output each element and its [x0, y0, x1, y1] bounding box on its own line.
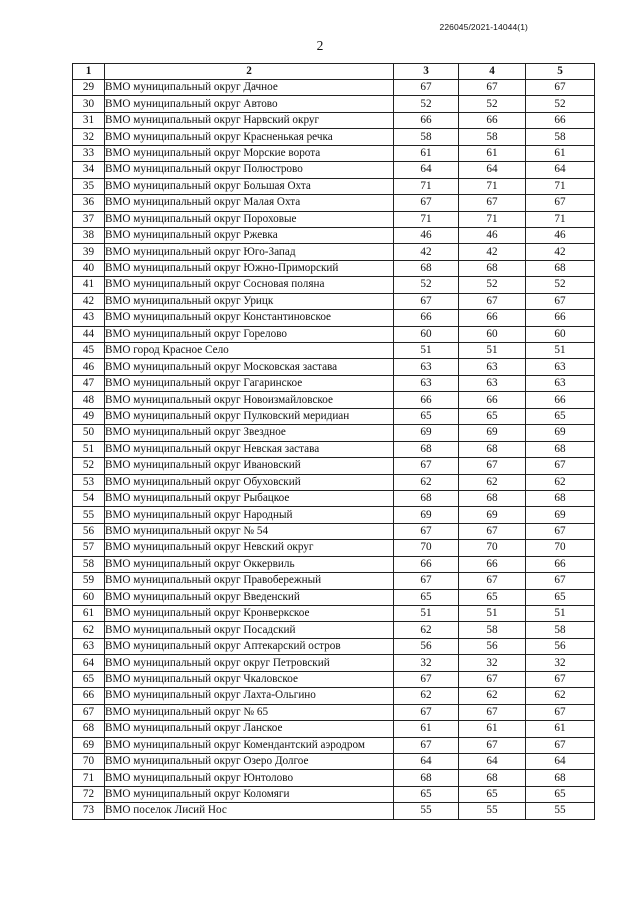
table-row — [73, 129, 595, 145]
value-col-3: 70 — [394, 540, 459, 556]
value-col-4: 68 — [459, 260, 526, 276]
municipality-name: ВМО муниципальный округ № 54 — [105, 523, 394, 539]
row-number: 45 — [73, 343, 105, 359]
value-col-4: 51 — [459, 343, 526, 359]
row-number: 46 — [73, 359, 105, 375]
value-col-3: 56 — [394, 638, 459, 654]
municipality-name: ВМО муниципальный округ Красненькая речка — [105, 129, 394, 145]
municipality-name: ВМО муниципальный округ Посадский — [105, 622, 394, 638]
table-row — [73, 112, 595, 128]
municipality-name: ВМО муниципальный округ Урицк — [105, 293, 394, 309]
row-number: 31 — [73, 112, 105, 128]
value-col-3: 66 — [394, 392, 459, 408]
value-col-4: 42 — [459, 244, 526, 260]
row-number: 61 — [73, 606, 105, 622]
value-col-3: 62 — [394, 622, 459, 638]
table-row — [73, 80, 595, 96]
value-col-4: 58 — [459, 129, 526, 145]
value-col-4: 67 — [459, 737, 526, 753]
value-col-5: 69 — [526, 507, 595, 523]
municipality-name: ВМО муниципальный округ Ржевка — [105, 227, 394, 243]
municipality-name: ВМО муниципальный округ Ивановский — [105, 458, 394, 474]
municipal-table — [72, 63, 595, 820]
table-row — [73, 392, 595, 408]
value-col-3: 69 — [394, 425, 459, 441]
municipality-name: ВМО муниципальный округ Автово — [105, 96, 394, 112]
value-col-4: 71 — [459, 178, 526, 194]
value-col-5: 70 — [526, 540, 595, 556]
value-col-5: 52 — [526, 277, 595, 293]
table-row — [73, 655, 595, 671]
value-col-5: 67 — [526, 704, 595, 720]
row-number: 63 — [73, 638, 105, 654]
table-body — [73, 80, 595, 820]
value-col-5: 62 — [526, 688, 595, 704]
value-col-3: 71 — [394, 211, 459, 227]
value-col-3: 42 — [394, 244, 459, 260]
value-col-5: 68 — [526, 490, 595, 506]
value-col-4: 66 — [459, 310, 526, 326]
value-col-4: 66 — [459, 556, 526, 572]
row-number: 64 — [73, 655, 105, 671]
table-header-row — [73, 64, 595, 80]
value-col-4: 66 — [459, 112, 526, 128]
row-number: 67 — [73, 704, 105, 720]
municipality-name: ВМО муниципальный округ Невский округ — [105, 540, 394, 556]
column-header: 4 — [459, 64, 526, 80]
municipality-name: ВМО муниципальный округ Невская застава — [105, 441, 394, 457]
value-col-5: 71 — [526, 178, 595, 194]
table-row — [73, 425, 595, 441]
value-col-3: 52 — [394, 96, 459, 112]
municipality-name: ВМО муниципальный округ Юнтолово — [105, 770, 394, 786]
value-col-4: 67 — [459, 671, 526, 687]
row-number: 73 — [73, 803, 105, 819]
municipality-name: ВМО муниципальный округ Обуховский — [105, 474, 394, 490]
municipality-name: ВМО муниципальный округ Лахта-Ольгино — [105, 688, 394, 704]
municipality-name: ВМО город Красное Село — [105, 343, 394, 359]
row-number: 39 — [73, 244, 105, 260]
value-col-5: 66 — [526, 392, 595, 408]
value-col-5: 51 — [526, 343, 595, 359]
row-number: 43 — [73, 310, 105, 326]
table-row — [73, 96, 595, 112]
value-col-5: 67 — [526, 458, 595, 474]
value-col-4: 68 — [459, 770, 526, 786]
table-row — [73, 753, 595, 769]
row-number: 54 — [73, 490, 105, 506]
row-number: 41 — [73, 277, 105, 293]
value-col-3: 55 — [394, 803, 459, 819]
value-col-3: 68 — [394, 441, 459, 457]
value-col-4: 67 — [459, 704, 526, 720]
municipality-name: ВМО поселок Лисий Нос — [105, 803, 394, 819]
row-number: 29 — [73, 80, 105, 96]
municipality-name: ВМО муниципальный округ № 65 — [105, 704, 394, 720]
value-col-5: 51 — [526, 606, 595, 622]
value-col-3: 62 — [394, 474, 459, 490]
municipality-name: ВМО муниципальный округ Введенский — [105, 589, 394, 605]
table-row — [73, 803, 595, 819]
row-number: 69 — [73, 737, 105, 753]
row-number: 62 — [73, 622, 105, 638]
table-row — [73, 145, 595, 161]
row-number: 40 — [73, 260, 105, 276]
value-col-5: 67 — [526, 573, 595, 589]
municipality-name: ВМО муниципальный округ Константиновское — [105, 310, 394, 326]
table-row — [73, 606, 595, 622]
value-col-3: 65 — [394, 786, 459, 802]
value-col-4: 32 — [459, 655, 526, 671]
table-row — [73, 375, 595, 391]
value-col-5: 63 — [526, 375, 595, 391]
row-number: 49 — [73, 408, 105, 424]
row-number: 32 — [73, 129, 105, 145]
table-row — [73, 195, 595, 211]
municipality-name: ВМО муниципальный округ Народный — [105, 507, 394, 523]
value-col-5: 71 — [526, 211, 595, 227]
municipality-name: ВМО муниципальный округ Аптекарский остров — [105, 638, 394, 654]
value-col-5: 55 — [526, 803, 595, 819]
value-col-3: 60 — [394, 326, 459, 342]
value-col-3: 61 — [394, 145, 459, 161]
value-col-4: 64 — [459, 162, 526, 178]
municipality-name: ВМО муниципальный округ Оккервиль — [105, 556, 394, 572]
value-col-4: 70 — [459, 540, 526, 556]
value-col-5: 63 — [526, 359, 595, 375]
value-col-5: 56 — [526, 638, 595, 654]
value-col-4: 61 — [459, 145, 526, 161]
column-header: 3 — [394, 64, 459, 80]
value-col-3: 66 — [394, 556, 459, 572]
value-col-4: 58 — [459, 622, 526, 638]
table-row — [73, 671, 595, 687]
municipality-name: ВМО муниципальный округ Правобережный — [105, 573, 394, 589]
value-col-4: 46 — [459, 227, 526, 243]
value-col-4: 56 — [459, 638, 526, 654]
table-row — [73, 474, 595, 490]
table-row — [73, 507, 595, 523]
municipality-name: ВМО муниципальный округ Дачное — [105, 80, 394, 96]
row-number: 60 — [73, 589, 105, 605]
value-col-4: 63 — [459, 359, 526, 375]
value-col-5: 65 — [526, 589, 595, 605]
municipality-name: ВМО муниципальный округ Юго-Запад — [105, 244, 394, 260]
value-col-3: 67 — [394, 704, 459, 720]
value-col-4: 52 — [459, 277, 526, 293]
value-col-4: 71 — [459, 211, 526, 227]
table-row — [73, 523, 595, 539]
table-row — [73, 458, 595, 474]
value-col-3: 71 — [394, 178, 459, 194]
value-col-3: 67 — [394, 671, 459, 687]
value-col-3: 58 — [394, 129, 459, 145]
table-row — [73, 408, 595, 424]
value-col-3: 65 — [394, 589, 459, 605]
value-col-3: 51 — [394, 343, 459, 359]
table-row — [73, 277, 595, 293]
value-col-5: 60 — [526, 326, 595, 342]
municipality-name: ВМО муниципальный округ Ланское — [105, 721, 394, 737]
municipality-name: ВМО муниципальный округ Пороховые — [105, 211, 394, 227]
value-col-5: 32 — [526, 655, 595, 671]
value-col-5: 67 — [526, 293, 595, 309]
municipality-name: ВМО муниципальный округ Чкаловское — [105, 671, 394, 687]
value-col-4: 63 — [459, 375, 526, 391]
table-row — [73, 441, 595, 457]
value-col-3: 67 — [394, 293, 459, 309]
row-number: 42 — [73, 293, 105, 309]
value-col-4: 67 — [459, 195, 526, 211]
row-number: 71 — [73, 770, 105, 786]
value-col-4: 60 — [459, 326, 526, 342]
row-number: 70 — [73, 753, 105, 769]
value-col-3: 68 — [394, 490, 459, 506]
table-row — [73, 359, 595, 375]
value-col-3: 63 — [394, 375, 459, 391]
value-col-3: 68 — [394, 770, 459, 786]
value-col-3: 67 — [394, 737, 459, 753]
table-row — [73, 326, 595, 342]
row-number: 72 — [73, 786, 105, 802]
value-col-4: 61 — [459, 721, 526, 737]
value-col-3: 67 — [394, 458, 459, 474]
value-col-4: 52 — [459, 96, 526, 112]
row-number: 68 — [73, 721, 105, 737]
row-number: 35 — [73, 178, 105, 194]
column-header: 1 — [73, 64, 105, 80]
value-col-4: 67 — [459, 80, 526, 96]
municipality-name: ВМО муниципальный округ Большая Охта — [105, 178, 394, 194]
value-col-5: 66 — [526, 112, 595, 128]
value-col-5: 67 — [526, 671, 595, 687]
row-number: 30 — [73, 96, 105, 112]
table-row — [73, 622, 595, 638]
municipality-name: ВМО муниципальный округ Пулковский меридиан — [105, 408, 394, 424]
value-col-3: 68 — [394, 260, 459, 276]
value-col-4: 65 — [459, 589, 526, 605]
municipality-name: ВМО муниципальный округ Морские ворота — [105, 145, 394, 161]
row-number: 51 — [73, 441, 105, 457]
table-row — [73, 540, 595, 556]
value-col-5: 68 — [526, 260, 595, 276]
table-row — [73, 293, 595, 309]
value-col-3: 46 — [394, 227, 459, 243]
municipality-name: ВМО муниципальный округ Сосновая поляна — [105, 277, 394, 293]
municipality-name: ВМО муниципальный округ Горелово — [105, 326, 394, 342]
municipality-name: ВМО муниципальный округ Рыбацкое — [105, 490, 394, 506]
table-row — [73, 178, 595, 194]
value-col-5: 65 — [526, 408, 595, 424]
table-row — [73, 721, 595, 737]
row-number: 50 — [73, 425, 105, 441]
value-col-5: 66 — [526, 556, 595, 572]
value-col-4: 62 — [459, 474, 526, 490]
municipality-name: ВМО муниципальный округ Южно-Приморский — [105, 260, 394, 276]
value-col-3: 66 — [394, 310, 459, 326]
row-number: 59 — [73, 573, 105, 589]
value-col-5: 64 — [526, 162, 595, 178]
value-col-3: 66 — [394, 112, 459, 128]
row-number: 57 — [73, 540, 105, 556]
municipality-name: ВМО муниципальный округ Московская застава — [105, 359, 394, 375]
row-number: 47 — [73, 375, 105, 391]
row-number: 33 — [73, 145, 105, 161]
value-col-4: 62 — [459, 688, 526, 704]
table-row — [73, 573, 595, 589]
value-col-5: 65 — [526, 786, 595, 802]
row-number: 53 — [73, 474, 105, 490]
row-number: 48 — [73, 392, 105, 408]
row-number: 65 — [73, 671, 105, 687]
value-col-5: 61 — [526, 721, 595, 737]
table-row — [73, 162, 595, 178]
value-col-5: 67 — [526, 737, 595, 753]
value-col-4: 65 — [459, 408, 526, 424]
table-row — [73, 244, 595, 260]
value-col-4: 68 — [459, 441, 526, 457]
table-row — [73, 589, 595, 605]
value-col-3: 61 — [394, 721, 459, 737]
value-col-5: 66 — [526, 310, 595, 326]
municipality-name: ВМО муниципальный округ округ Петровский — [105, 655, 394, 671]
row-number: 38 — [73, 227, 105, 243]
municipality-name: ВМО муниципальный округ Коломяги — [105, 786, 394, 802]
value-col-5: 64 — [526, 753, 595, 769]
row-number: 34 — [73, 162, 105, 178]
value-col-4: 51 — [459, 606, 526, 622]
table-row — [73, 688, 595, 704]
value-col-4: 65 — [459, 786, 526, 802]
row-number: 36 — [73, 195, 105, 211]
municipality-name: ВМО муниципальный округ Звездное — [105, 425, 394, 441]
value-col-5: 67 — [526, 523, 595, 539]
value-col-3: 64 — [394, 753, 459, 769]
municipality-name: ВМО муниципальный округ Кронверкское — [105, 606, 394, 622]
value-col-4: 66 — [459, 392, 526, 408]
value-col-3: 67 — [394, 195, 459, 211]
value-col-5: 62 — [526, 474, 595, 490]
value-col-3: 52 — [394, 277, 459, 293]
document-id: 226045/2021-14044(1) — [439, 22, 528, 32]
row-number: 44 — [73, 326, 105, 342]
table-row — [73, 737, 595, 753]
table-row — [73, 638, 595, 654]
value-col-4: 67 — [459, 523, 526, 539]
value-col-3: 62 — [394, 688, 459, 704]
value-col-5: 68 — [526, 441, 595, 457]
value-col-5: 67 — [526, 195, 595, 211]
value-col-5: 52 — [526, 96, 595, 112]
value-col-3: 67 — [394, 523, 459, 539]
value-col-3: 67 — [394, 573, 459, 589]
value-col-4: 69 — [459, 507, 526, 523]
value-col-3: 67 — [394, 80, 459, 96]
value-col-3: 64 — [394, 162, 459, 178]
column-header: 5 — [526, 64, 595, 80]
municipality-name: ВМО муниципальный округ Нарвский округ — [105, 112, 394, 128]
value-col-4: 69 — [459, 425, 526, 441]
column-header: 2 — [105, 64, 394, 80]
row-number: 37 — [73, 211, 105, 227]
municipality-name: ВМО муниципальный округ Полюстрово — [105, 162, 394, 178]
table-row — [73, 556, 595, 572]
value-col-4: 68 — [459, 490, 526, 506]
table-row — [73, 310, 595, 326]
row-number: 52 — [73, 458, 105, 474]
page-number: 2 — [316, 38, 324, 53]
table-row — [73, 704, 595, 720]
value-col-3: 32 — [394, 655, 459, 671]
row-number: 55 — [73, 507, 105, 523]
value-col-5: 58 — [526, 622, 595, 638]
table-row — [73, 770, 595, 786]
value-col-4: 55 — [459, 803, 526, 819]
value-col-5: 68 — [526, 770, 595, 786]
value-col-3: 51 — [394, 606, 459, 622]
table-row — [73, 211, 595, 227]
row-number: 66 — [73, 688, 105, 704]
value-col-3: 63 — [394, 359, 459, 375]
row-number: 58 — [73, 556, 105, 572]
municipality-name: ВМО муниципальный округ Комендантский аэродром — [105, 737, 394, 753]
value-col-4: 67 — [459, 293, 526, 309]
table-row — [73, 260, 595, 276]
municipality-name: ВМО муниципальный округ Новоизмайловское — [105, 392, 394, 408]
municipality-name: ВМО муниципальный округ Малая Охта — [105, 195, 394, 211]
table-row — [73, 786, 595, 802]
municipality-name: ВМО муниципальный округ Озеро Долгое — [105, 753, 394, 769]
table-row — [73, 227, 595, 243]
value-col-5: 42 — [526, 244, 595, 260]
value-col-4: 67 — [459, 458, 526, 474]
municipality-name: ВМО муниципальный округ Гагаринское — [105, 375, 394, 391]
value-col-5: 61 — [526, 145, 595, 161]
value-col-5: 67 — [526, 80, 595, 96]
value-col-5: 58 — [526, 129, 595, 145]
value-col-4: 64 — [459, 753, 526, 769]
value-col-5: 69 — [526, 425, 595, 441]
table-row — [73, 490, 595, 506]
value-col-4: 67 — [459, 573, 526, 589]
value-col-3: 69 — [394, 507, 459, 523]
table-row — [73, 343, 595, 359]
row-number: 56 — [73, 523, 105, 539]
value-col-5: 46 — [526, 227, 595, 243]
value-col-3: 65 — [394, 408, 459, 424]
